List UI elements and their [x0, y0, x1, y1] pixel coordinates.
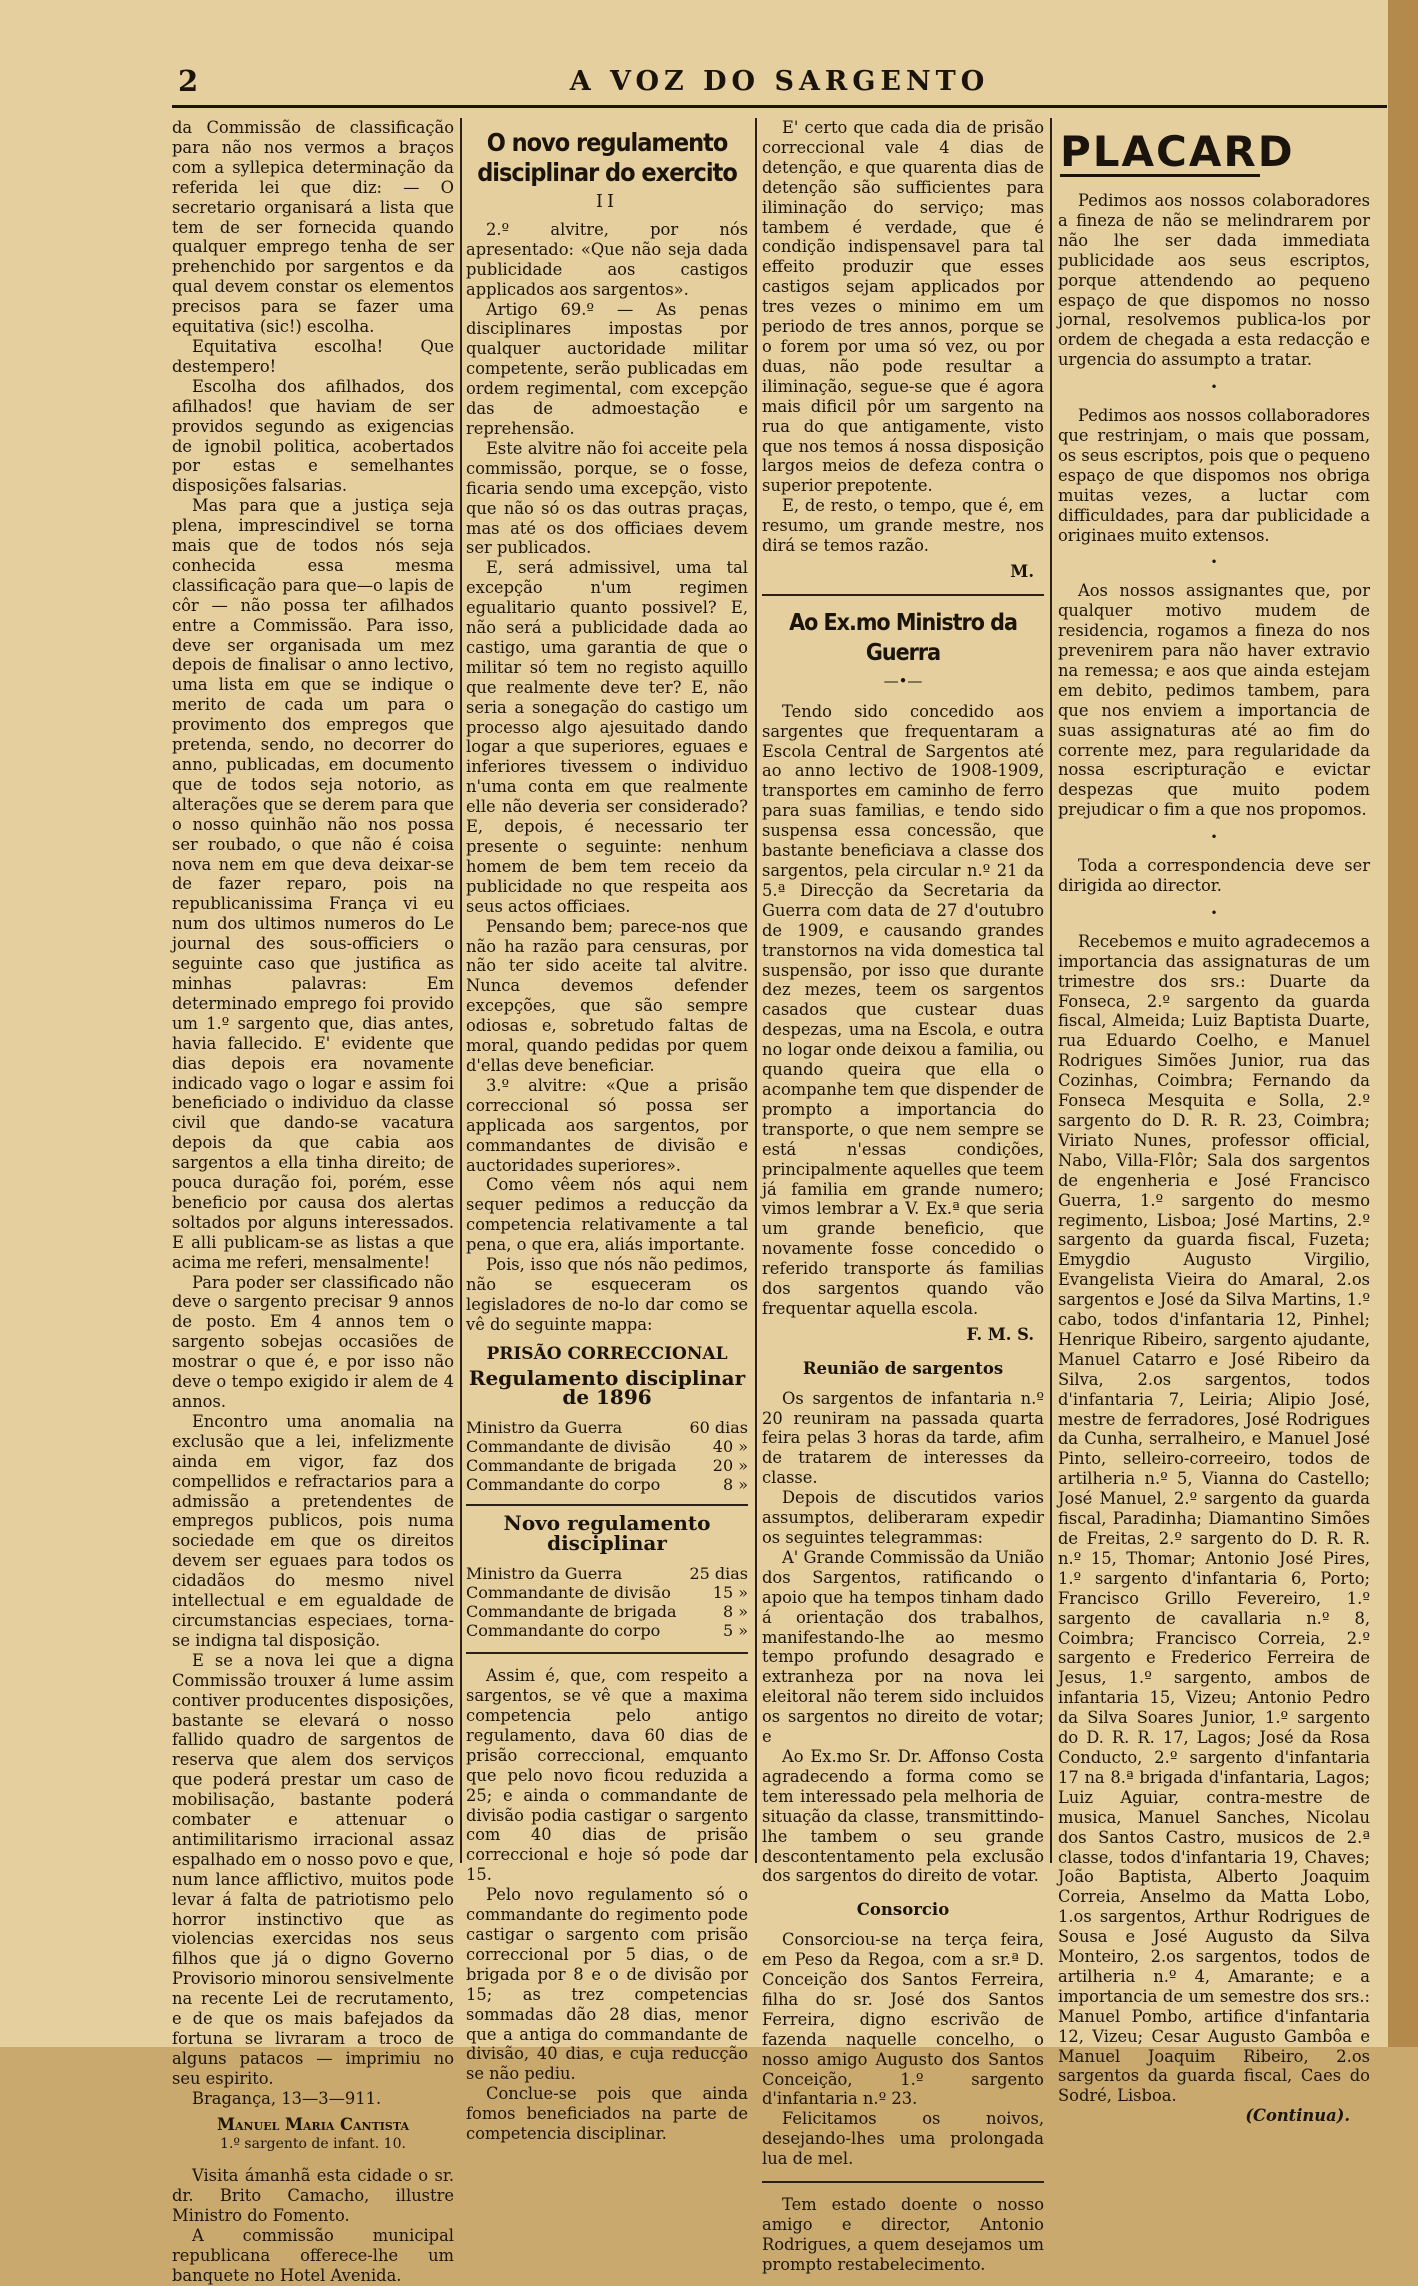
table-row	[466, 1456, 748, 1475]
column-3	[762, 118, 1044, 2275]
paragraph: Consorciou-se na terça feira, em Peso da Regoa, com a sr.ª D. Conceição dos Santos Ferreira, filha do sr. José dos Santos Ferreira, digno escrivão de fazenda naquelle concelho, o nosso amigo Augusto dos Santos Conceição, 1.º sargento d'infantaria n.º 23.	[762, 1930, 1044, 2109]
table-row	[466, 1437, 748, 1456]
table-row	[466, 1602, 748, 1621]
table-row	[466, 1564, 748, 1583]
paragraph: Para poder ser classificado não deve o sargento precisar 9 annos de posto. Em 4 annos tem o sargento sobejas occasiões de mostrar o que é, e por isso não deve o tempo exigido ir alem de 4 annos.	[172, 1272, 454, 1411]
paragraph: 2.º alvitre, por nós apresentado: «Que não seja dada publicidade aos castigos applicados aos sargentos».	[466, 219, 748, 299]
newspaper-title: A VOZ DO SARGENTO	[569, 66, 990, 97]
page-number: 2	[178, 64, 199, 98]
column-2	[466, 118, 748, 2144]
paragraph: Equitativa escolha! Que destempero!	[172, 336, 454, 376]
author-signature: F. M. S.	[966, 1324, 1034, 1344]
table-cell-value: 8 »	[722, 1475, 748, 1495]
paragraph: Mas para que a justiça seja plena, imprescindivel se torna mais que de todos nós seja conhecida essa mesma classificação para que—o lapis de côr — não possa ter afilhados entre a Commissão. Para isso, deve ser organisada um mez depois de finalisar o anno lectivo, uma lista em que se indique o merito de cada um para o provimento dos empregos que pretenda, sendo, no decorrer do anno, publicadas, em documento que de todos seja notorio, as alterações que se derem para que o nosso quinhão não nos possa ser roubado, o que não é coisa nova nem em que deva deixar-se de fazer reparo, pois na republicanissima França vi eu num dos ultimos numeros do Le journal des sous-officiers o seguinte caso que justifica as minhas palavras: Em determinado emprego foi provido um 1.º sargento que, dias antes, havia fallecido. E' evidente que dias depois era novamente indicado vago o logar e assim foi beneficiado o individuo da classe civil que dando-se vacatura depois da que cabia aos sargentos a ella tinha direito; de pouca duração foi, porém, esse beneficio por causa dos alertas soltados por alguns interessados. E alli publicam-se as listas a que acima me referi, mensalmente!	[172, 496, 454, 1272]
column-divider	[755, 118, 757, 1863]
table-cell-value: 25 dias	[689, 1564, 748, 1584]
table-row	[466, 1621, 748, 1640]
paragraph: Este alvitre não foi acceite pela commissão, porque, se o fosse, ficaria sendo uma excepção, visto que não só os das outras praças, mas até os dos officiaes devem ser publicados.	[466, 438, 748, 558]
table-title: PRISÃO CORRECCIONAL	[486, 1343, 728, 1364]
dateline: Bragança, 13—3—911.	[192, 2088, 382, 2108]
paragraph: Pensando bem; parece-nos que não ha razão para censuras, por não ter sido aceite tal alvitre. Nunca devemos defender excepções, que são sempre odiosas e, sobretudo faltas de moral, quando pedidas por quem d'ellas deve beneficiar.	[466, 916, 748, 1075]
paragraph: Os sargentos de infantaria n.º 20 reuniram na passada quarta feira pelas 3 horas da tarde, afim de tratarem de interesses da classe.	[762, 1388, 1044, 1488]
ornament: •	[1210, 555, 1218, 570]
ornament: —•—	[883, 671, 923, 690]
table-row	[466, 1475, 748, 1494]
table-row	[466, 1583, 748, 1602]
table-cell-label: Ministro da Guerra	[466, 1564, 623, 1584]
ornament: •	[1210, 830, 1218, 845]
author-signature: Manuel Maria Cantista	[217, 2114, 409, 2134]
paragraph: Escolha dos afilhados, dos afilhados! que haviam de ser providos segundo as exigencias de ignobil politica, acobertados por estas e semelhantes disposições falsarias.	[172, 376, 454, 496]
column-divider	[460, 118, 462, 1863]
column-1	[172, 118, 454, 2286]
paragraph: E, de resto, o tempo, que é, em resumo, um grande mestre, nos dirá se temos razão.	[762, 496, 1044, 556]
masthead	[172, 62, 1387, 102]
table-cell-label: Commandante de divisão	[466, 1583, 671, 1603]
penalty-table-new	[466, 1564, 748, 1640]
page-edge	[1388, 0, 1418, 2047]
header-rule	[172, 105, 1387, 108]
paragraph: A' Grande Commissão da União dos Sargentos, ratificando o apoio que ha tempos tinham dado á orientação dos trabalhos, manifestando-lhe ao mesmo tempo profundo desagrado e extranheza por na nova lei eleitoral não terem sido incluidos os sargentos no direito de votar; e	[762, 1547, 1044, 1747]
table-cell-label: Commandante do corpo	[466, 1621, 661, 1641]
table-cell-value: 40 »	[712, 1437, 748, 1457]
paragraph: Pelo novo regulamento só o commandante do regimento pode castigar o sargento com prisão correccional por 5 dias, o de brigada por 8 e o de divisão por 15; as trez competencias sommadas dão 28 dias, menor que a antiga do commandante de divisão, 40 dias, e cuja reducção se não pediu.	[466, 1885, 748, 2084]
table-cell-value: 15 »	[712, 1583, 748, 1603]
paragraph: Tendo sido concedido aos sargentes que frequentaram a Escola Central de Sargentos até ao anno lectivo de 1908-1909, transportes em caminho de ferro para suas familias, e tendo sido suspensa essa concessão, que bastante beneficiava a classe dos sargentos, pela circular n.º 21 da 5.ª Direcção da Secretaria da Guerra com data de 27 d'outubro de 1909, e causando grandes transtornos na vida domestica tal suspensão, por isso que durante dez mezes, teem os sargentos casados que custear duas despezas, uma na Escola, e outra no logar onde deixou a familia, ou quando queira que ella o acompanhe tem que dispender de prompto a importancia do transporte, o que nem sempre se está n'essas condições, principalmente aquelles que teem já familia em grande numero; vimos lembrar a V. Ex.ª que seria um grande beneficio, que novamente fosse concedido o referido transporte ás familias dos sargentos quando vão frequentar aquella escola.	[762, 701, 1044, 1318]
table-cell-value: 60 dias	[689, 1418, 748, 1438]
paragraph: Pedimos aos nossos collaboradores que restrinjam, o mais que possam, os seus escriptos, pois que o pequeno espaço de que dispomos nos obriga muitas vezes, a luctar com difficuldades, para dar publicidade a originaes muito extensos.	[1058, 406, 1370, 545]
table-cell-value: 20 »	[712, 1456, 748, 1476]
table-cell-label: Commandante do corpo	[466, 1475, 661, 1495]
table-cell-label: Commandante de divisão	[466, 1437, 671, 1457]
note: A commissão municipal republicana offerece-lhe um banquete no Hotel Avenida.	[172, 2226, 454, 2285]
paragraph: Assim é, que, com respeito a sargentos, se vê que a maxima competencia pelo antigo regulamento, dava 60 dias de prisão correccional, emquanto que pelo novo ficou reduzida a 25; e ainda o commandante de divisão podia castigar o sargento com 40 dias de prisão correccional e hoje só pode dar 15.	[466, 1666, 748, 1885]
paragraph: Encontro uma anomalia na exclusão que a lei, infelizmente ainda em vigor, faz dos compellidos e refractarios para a admissão a pretendentes de empregos publicos, pois numa sociedade em que os direitos devem ser eguaes para todos os cidadãos do mesmo nivel intellectual e em egualdade de circumstancias especiaes, torna-se indigna tal disposição.	[172, 1411, 454, 1650]
article-headline: Ao Ex.mo Ministro da Guerra	[789, 609, 1017, 666]
paragraph: E' certo que cada dia de prisão correccional vale 4 dias de detenção, e que quarenta dias de detenção são sufficientes para iliminação do serviço; mas tambem é verdade, que é condição indispensavel para tal effeito produzir que esses castigos sejam applicados por tres vezes o minimo em um periodo de tres annos, porque se o forem por uma só vez, ou por duas, não pode resultar a iliminação, segue-se que é agora mais dificil pôr um sargento na rua do que antigamente, visto que nos temos á nossa disposição largos meios de defeza contra o superior prepotente.	[762, 118, 1044, 496]
ornament: •	[1210, 380, 1218, 395]
paragraph: Conclue-se pois que ainda fomos beneficiados na parte de competencia disciplinar.	[466, 2084, 748, 2144]
paragraph: E se a nova lei que a digna Commissão trouxer á lume assim contiver producentes disposições, bastante se elevará o nosso fallido quadro de sargentos de reserva que alem dos serviços que poderá prestar um caso de mobilisação, bastante poderá combater e attenuar o antimilitarismo irracional assaz espalhado em o nosso povo e que, num lance afflictivo, muitos pode levar á falta de patriotismo pelo horror instinctivo que as violencias exercidas nos seus filhos que já o digno Governo Provisorio minorou sensivelmente na recente Lei de recrutamento, e de que os mais bafejados da fortuna se livraram a troco de alguns patacos — imprimiu no seu espirito.	[172, 1650, 454, 2088]
paragraph: Pois, isso que nós não pedimos, não se esqueceram os legisladores de no-lo dar como se vê do seguinte mappa:	[466, 1255, 748, 1334]
table-row	[466, 1418, 748, 1437]
paragraph: da Commissão de classificação para não nos vermos a braços com a syllepica determinação da referida lei que diz: — O secretario organisará a lista que tem de ser fornecida quando qualquer emprego tenha de ser prehenchido por sargentos e da qual devem constar os elementos precisos para se fazer uma equitativa (sic!) escolha.	[172, 118, 454, 337]
paragraph: Artigo 69.º — As penas disciplinares impostas por qualquer auctoridade militar competente, serão publicadas em ordem regimental, com excepção das de admoestação e reprehensão.	[466, 299, 748, 438]
section-number: II	[595, 191, 619, 212]
paragraph: Toda a correspondencia deve ser dirigida ao director.	[1058, 856, 1370, 895]
author-signature: M.	[1010, 561, 1034, 581]
paragraph: Felicitamos os noivos, desejando-lhes uma prolongada lua de mel.	[762, 2109, 1044, 2169]
table-cell-value: 5 »	[722, 1621, 748, 1641]
paragraph: E, será admissivel, uma tal excepção n'um regimen egualitario quanto possivel? E, não será a publicidade dada ao castigo, uma garantia de que o militar só tem no registo aquillo que realmente deve ter? E, não seria a sonegação do castigo um processo algo ajesuitado dando logar a que superiores, eguaes e inferiores tivessem o individuo n'uma conta em que realmente elle não deveria ser considerado? E, depois, é necessario ter presente o seguinte: nenhum homem de bem tem receio da publicidade no que respeita aos seus actos officiaes.	[466, 558, 748, 916]
author-role: 1.º sargento de infant. 10.	[220, 2135, 406, 2152]
continued-note: (Continua).	[1245, 2106, 1350, 2126]
article-headline: O novo regulamento disciplinar do exercito	[477, 128, 737, 187]
section-heading: Consorcio	[856, 1900, 950, 1920]
table-cell-label: Commandante de brigada	[466, 1602, 677, 1622]
paragraph: Aos nossos assignantes que, por qualquer motivo mudem de residencia, rogamos a fineza do nos prevenirem para não haver extravio na remessa; e aos que ainda estejam em debito, pedimos tambem, para que nos enviem a importancia de suas assignaturas até ao fim do corrente mez, para regularidade da nossa escripturação e evictar despezas que muito podem prejudicar o fim a que nos propomos.	[1058, 581, 1370, 820]
section-heading: Reunião de sargentos	[802, 1358, 1004, 1378]
paragraph: Depois de discutidos varios assumptos, deliberaram expedir os seguintes telegrammas:	[762, 1488, 1044, 1547]
table-cell-label: Commandante de brigada	[466, 1456, 677, 1476]
divider	[762, 2181, 1044, 2183]
placard-heading: PLACARD	[1060, 127, 1295, 176]
divider	[762, 594, 1044, 596]
paragraph: 3.º alvitre: «Que a prisão correccional só possa ser applicada aos sargentos, por commandantes de divisão e auctoridades superiores».	[466, 1075, 748, 1175]
divider	[466, 1652, 748, 1654]
paragraph: Pedimos aos nossos colaboradores a fineza de não se melindrarem por não lhe ser dada immediata publicidade aos seus escriptos, porque attendendo ao pequeno espaço de que dispomos no nosso jornal, resolvemos publica-los por ordem de chegada a esta redacção e urgencia do assumpto a tratar.	[1058, 191, 1370, 370]
column-divider	[1050, 118, 1052, 1863]
table-heading: Regulamento disciplinar de 1896	[468, 1365, 746, 1410]
table-heading: Novo regulamento disciplinar	[466, 1504, 748, 1554]
paragraph: Ao Ex.mo Sr. Dr. Affonso Costa agradecendo a forma como se tem interessado pela melhoria de situação da classe, transmittindo-lhe tambem o seu grande descontentamento pela exclusão dos sargentos do direito de votar.	[762, 1746, 1044, 1886]
column-4	[1058, 118, 1370, 2126]
table-cell-value: 8 »	[722, 1602, 748, 1622]
ornament: •	[1210, 905, 1218, 920]
paragraph: Como vêem nós aqui nem sequer pedimos a reducção da competencia relativamente a tal pena, o que era, aliás importante.	[466, 1175, 748, 1255]
paragraph: Recebemos e muito agradecemos a importancia das assignaturas de um trimestre dos srs.: Duarte da Fonseca, 2.º sargento da guarda fiscal, Almeida; Luiz Baptista Duarte, rua Eduardo Coelho, e Manuel Rodrigues Simões Junior, rua das Cozinhas, Coimbra; Fernando da Fonseca Mesquita e Solla, 2.º sargento do D. R. R. 23, Coimbra; Viriato Nunes, professor official, Nabo, Villa-Flôr; Sala dos sargentos de engenheria e José Francisco Guerra, 1.º sargento do mesmo regimento, Lisboa; José Martins, 2.º sargento da guarda fiscal, Fuzeta; Emygdio Augusto Virgilio, Evangelista Vieira do Amaral, 2.os sargentos e José da Silva Martins, 1.º cabo, todos d'infantaria 12, Pinhel; Henrique Ribeiro, sargento ajudante, Manuel Catarro e José Ribeiro da Silva, 2.os sargentos, todos d'infantaria 7, Leiria; Alipio José, mestre de ferradores, José Rodrigues da Cunha, serralheiro, e Manuel José Pinto, selleiro-correeiro, todos de artilheria n.º 5, Vianna do Castello; José Manuel, 2.º sargento da guarda fiscal, Paradinha; Diamantino Simões de Freitas, 2.º sargento do D. R. R. n.º 15, Thomar; Antonio José Pires, 1.º sargento d'infantaria 6, Porto; Francisco Grillo Fevereiro, 1.º sargento de cavallaria n.º 8, Coimbra; Francisco Correia, 2.º sargento e Frederico Ferreira de Jesus, 1.º sargento, ambos de infantaria 15, Vizeu; Antonio Pedro da Silva Soares Junior, 1.º sargento do D. R. R. 17, Lagos; José da Rosa Conducto, 2.º sargento d'infantaria 17 na 8.ª brigada d'infantaria, Lagos; Luiz Aguiar, contra-mestre de musica, Manuel Sanches, Nicolau dos Santos Castro, musicos de 2.ª classe, todos d'infantaria 19, Chaves; João Baptista, Alberto Joaquim Correia, Anselmo da Matta Lobo, 1.os sargentos, Arthur Rodrigues de Sousa e José Augusto da Silva Monteiro, 2.os sargentos, todos de artilheria n.º 4, Amarante; e a importancia de um semestre dos srs.: Manuel Pombo, artifice d'infantaria 12, Vizeu; Cesar Augusto Gambôa e Manuel Joaquim Ribeiro, 2.os sargentos da guarda fiscal, Caes do Sodré, Lisboa.	[1058, 931, 1370, 2106]
penalty-table-1896	[466, 1418, 748, 1494]
paragraph: Tem estado doente o nosso amigo e director, Antonio Rodrigues, a quem desejamos um prompto restabelecimento.	[762, 2195, 1044, 2274]
note: Visita ámanhã esta cidade o sr. dr. Brito Camacho, illustre Ministro do Fomento.	[172, 2166, 454, 2226]
table-cell-label: Ministro da Guerra	[466, 1418, 623, 1438]
